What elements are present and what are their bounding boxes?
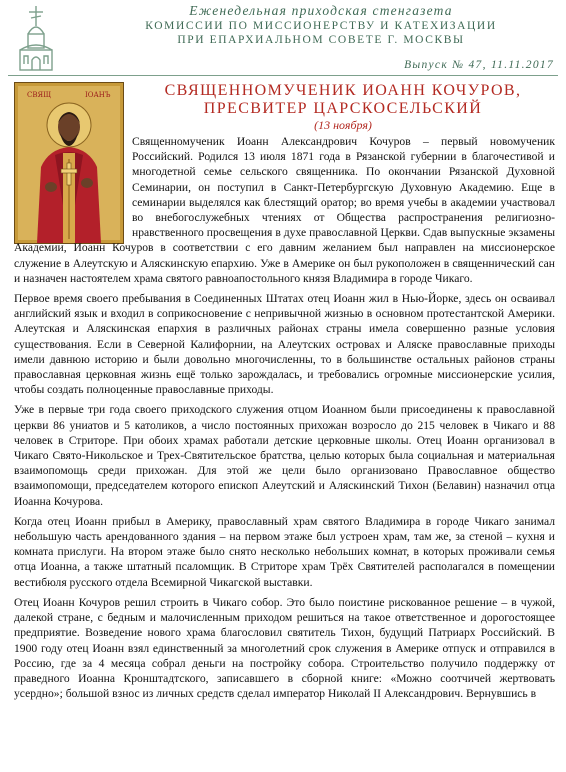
- article-title-line2: ПРЕСВИТЕР ЦАРСКОСЕЛЬСКИЙ: [203, 100, 483, 117]
- article-title-line1: СВЯЩЕННОМУЧЕНИК ИОАНН КОЧУРОВ,: [164, 82, 522, 99]
- masthead-text: [90, 3, 552, 47]
- article-paragraph: Когда отец Иоанн прибыл в Америку, православный храм святого Владимира в городе Чикаго занимал небольшую часть арендованного здания – на первом этаже был устроен храм, там же, за стеной – кухня и комната прислуги. На втором этаже было снято несколько небольших комнат, в которых проживали семья отца Иоанна, а также штатный псаломщик. В Стриторе храм Трёх Святителей располагался в помещении вестибюля русского отдела Всемирной Чикагской выставки.: [14, 514, 555, 589]
- article-paragraph: Отец Иоанн Кочуров решил строить в Чикаго собор. Это было поистине рискованное решение – в чужой, далекой стране, с бедным и малочисленным приходом решиться на такое ответственное и дорогостоящее предприятие. Возведение нового храма благословил святитель Тихон, будущий Патриарх Российский. В 1900 году отец Иоанн взял единственный за многолетний срок служения в Америке отпуск и отправился в Россию, где за 4 месяца собрал деньги на постройку собора. Строительство получило поддержку от праведного Иоанна Кронштадтского, записавшего в сборной книге: «Можно соотчичей жертвовать усердно»; большой взнос из личных средств сделал император Николай II Александрович. Вернувшись в: [14, 595, 555, 701]
- church-cross-logo-icon: [14, 4, 58, 74]
- masthead-council: ПРИ ЕПАРХИАЛЬНОМ СОВЕТЕ Г. МОСКВЫ: [177, 34, 465, 46]
- masthead-commission: КОМИССИИ ПО МИССИОНЕРСТВУ И КАТЕХИЗАЦИИ: [145, 20, 497, 32]
- masthead-tagline: Еженедельная приходская стенгазета: [189, 3, 453, 18]
- issue-number: Выпуск № 47, 11.11.2017: [404, 59, 554, 71]
- article-paragraph: Священномученик Иоанн Александрович Кочуров – первый новомученик Российский. Родился 13 июля 1871 года в Рязанской губернии в благочестивой и многодетной семье сельского священника. По окончании Рязанской Духовной Семинарии, он поступил в Санкт-Петербургскую Духовную Академию. Еще в семинарии выделялся как блестящий оратор; во время учебы в академии участвовал во внебогослужебных чтениях от Общества распространения религиозно-нравственного просвещения в духе православной Церкви. Сдав выпускные экзамены Академии, Иоанн Кочуров в соответствии с его давним желанием был направлен на миссионерское служение в Алеутскую и Аляскинскую епархию. Уже в Америке он был рукоположен в священнический сан и назначен настоятелем храма святого равноапостольного князя Владимира в городе Чикаго.: [14, 135, 555, 285]
- icon-inscription-right: ІОАНЪ: [85, 91, 111, 99]
- article-paragraph: Уже в первые три года своего приходского служения отцом Иоанном были присоединены к православной церкви 86 униатов и 5 католиков, а число постоянных прихожан возросло до 215 человек в Чикаго и 88 человек в Стриторе. При обоих храмах работали детские церковные школы. Отец Иоанн организовал в Чикаго Свято-Никольское и Трех-Святительское братства, целью которых была социальная и материальная взаимопомощь среди прихожан. Для этой же цели было организовано Православное общество взаимопомощи, председателем которого епископ Алеутский и Аляскинский Тихон (Белавин) назначил отца Иоанна Кочурова.: [14, 403, 555, 508]
- article-header: [130, 82, 556, 133]
- article-paragraph: Первое время своего пребывания в Соединенных Штатах отец Иоанн жил в Нью-Йорке, здесь он осваивал английский язык и входил в соприкосновение с непривычной жизнью в основном протестантской Америки. Алеутская и Аляскинская епархия в различных районах страны имела совершенно разные условия существования. Если в Северной Калифорнии, на Алеутских островах и Аляске православные приходы имели давнюю историю и были довольно многочисленны, то в большинстве остальных районов страны православная церковная жизнь ещё только зарождалась, и требовались огромные миссионерские усилия, чтобы создать полноценные православные приходы.: [14, 292, 555, 397]
- article-body: [14, 134, 555, 706]
- masthead: [0, 0, 566, 78]
- icon-text-wrap-spacer: [14, 134, 132, 240]
- masthead-divider: [8, 75, 558, 76]
- feast-date: (13 ноября): [314, 118, 372, 132]
- icon-inscription-left: СВЯЩ: [27, 91, 52, 99]
